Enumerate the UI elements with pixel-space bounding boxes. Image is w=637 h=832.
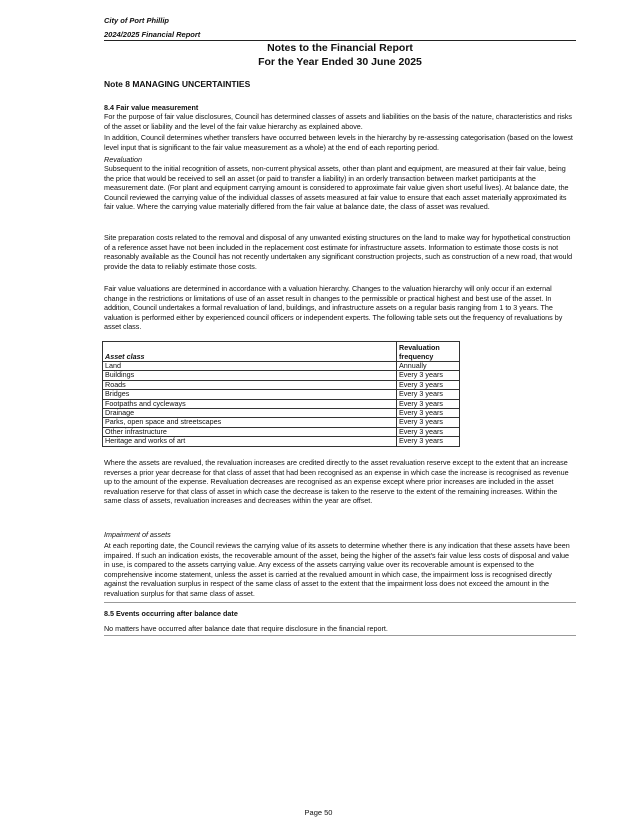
asset-class-cell: Roads	[103, 380, 397, 389]
report-name: 2024/2025 Financial Report	[104, 30, 201, 39]
asset-class-cell: Buildings	[103, 371, 397, 380]
paragraph-site-preparation: Site preparation costs related to the removal and disposal of any unwanted existing structures on the land to make way for hypothetical construction of a reference asset have not been included in the replacement cost estimate for infrastructure assets. Information to estimate those costs is not reasonably available as the Council has not recently undertaken any significant construction projects, such as construction of a new road, that would provide the data to reliably estimate those costs.	[104, 233, 573, 271]
revaluation-frequency-table	[102, 341, 460, 447]
frequency-cell: Every 3 years	[397, 427, 460, 436]
organisation-name: City of Port Phillip	[104, 16, 169, 25]
header-rule	[104, 40, 576, 41]
paragraph-fair-value-intro: For the purpose of fair value disclosures, Council has determined classes of assets and liabilities on the basis of the nature, characteristics and risks of the asset or liability and the level of the fair value hierarchy as explained above.	[104, 112, 572, 131]
paragraph-events-after-balance-date: No matters have occurred after balance date that require disclosure in the financial report.	[104, 624, 388, 633]
paragraph-hierarchy-transfers: In addition, Council determines whether transfers have occurred between levels in the hierarchy by re-assessing categorisation (based on the lowest level input that is significant to the fair value measurement as a whole) at the end of each reporting period.	[104, 133, 573, 152]
frequency-header-line1: Revaluation	[399, 343, 440, 352]
page-number: Page 50	[304, 808, 333, 817]
note-heading: Note 8 MANAGING UNCERTAINTIES	[104, 79, 251, 89]
frequency-cell: Annually	[397, 362, 460, 371]
section-end-rule	[104, 635, 576, 636]
asset-class-cell: Parks, open space and streetscapes	[103, 418, 397, 427]
column-header-frequency	[397, 342, 460, 362]
frequency-header-line2: frequency	[399, 352, 434, 361]
asset-class-cell: Heritage and works of art	[103, 437, 397, 446]
table-row	[103, 418, 460, 427]
asset-class-cell: Land	[103, 362, 397, 371]
paragraph-valuation-hierarchy: Fair value valuations are determined in accordance with a valuation hierarchy. Changes to the valuation hierarchy will only occur if an external change in the restrictions or limitations of use of an asset result in changes to the permissible or practical highest and best use of the asset. In addition, Council undertakes a formal revaluation of land, buildings, and infrastructure assets on a regular basis ranging from 1 to 3 years. The valuation is performed either by experienced council officers or independent experts. The following table sets out the frequency of revaluations by asset class.	[104, 284, 563, 332]
table-row	[103, 390, 460, 399]
column-header-asset-class: Asset class	[103, 342, 397, 362]
page-subtitle: For the Year Ended 30 June 2025	[258, 56, 422, 68]
asset-class-cell: Other infrastructure	[103, 427, 397, 436]
section-84-heading: 8.4 Fair value measurement	[104, 103, 199, 112]
asset-class-cell: Bridges	[103, 390, 397, 399]
revaluation-heading: Revaluation	[104, 155, 142, 164]
frequency-cell: Every 3 years	[397, 418, 460, 427]
table-row	[103, 371, 460, 380]
impairment-heading: Impairment of assets	[104, 530, 171, 539]
section-divider	[104, 602, 576, 603]
page-title: Notes to the Financial Report	[267, 42, 413, 54]
frequency-cell: Every 3 years	[397, 380, 460, 389]
frequency-cell: Every 3 years	[397, 409, 460, 418]
section-85-heading: 8.5 Events occurring after balance date	[104, 609, 238, 618]
frequency-cell: Every 3 years	[397, 390, 460, 399]
table-header-row	[103, 342, 460, 362]
paragraph-revaluation-increases: Where the assets are revalued, the revaluation increases are credited directly to the asset revaluation reserve except to the extent that an increase reverses a prior year decrease for that class of asset that had been recognised as an expense in which case the increase is recognised as revenue up to the amount of the expense. Revaluation decreases are recognised as an expense except where prior increases are included in the asset revaluation reserve for that class of asset in which case the decrease is taken to the reserve to the extent of the remaining increases. Within the same class of assets, revaluation increases and decreases within the year are offset.	[104, 458, 569, 506]
frequency-cell: Every 3 years	[397, 437, 460, 446]
paragraph-revaluation: Subsequent to the initial recognition of assets, non-current physical assets, other than plant and equipment, are measured at their fair value, being the price that would be received to sell an asset (or paid to transfer a liability) in an orderly transaction between market participants at the measurement date. (For plant and equipment carrying amount is considered to approximate fair value given short useful lives). At balance date, the Council reviewed the carrying value of the individual classes of assets measured at fair value to ensure that each asset materially approximated its fair value. Where the carrying value materially differed from the fair value at balance date, the class of asset was revalued.	[104, 164, 569, 212]
frequency-cell: Every 3 years	[397, 371, 460, 380]
paragraph-impairment: At each reporting date, the Council reviews the carrying value of its assets to determine whether there is any indication that these assets have been impaired. If such an indication exists, the recoverable amount of the asset, being the higher of the asset's fair value less costs of disposal and value in use, is compared to the assets carrying value. Any excess of the assets carrying value over its recoverable amount is expensed to the comprehensive income statement, unless the asset is carried at the revalued amount in which case, the impairment loss is recognised directly against the revaluation surplus in respect of the same class of asset to the extent that the impairment loss does not exceed the amount in the revaluation surplus for that same class of asset.	[104, 541, 570, 598]
asset-class-cell: Drainage	[103, 409, 397, 418]
table-row	[103, 437, 460, 446]
frequency-cell: Every 3 years	[397, 399, 460, 408]
asset-class-cell: Footpaths and cycleways	[103, 399, 397, 408]
